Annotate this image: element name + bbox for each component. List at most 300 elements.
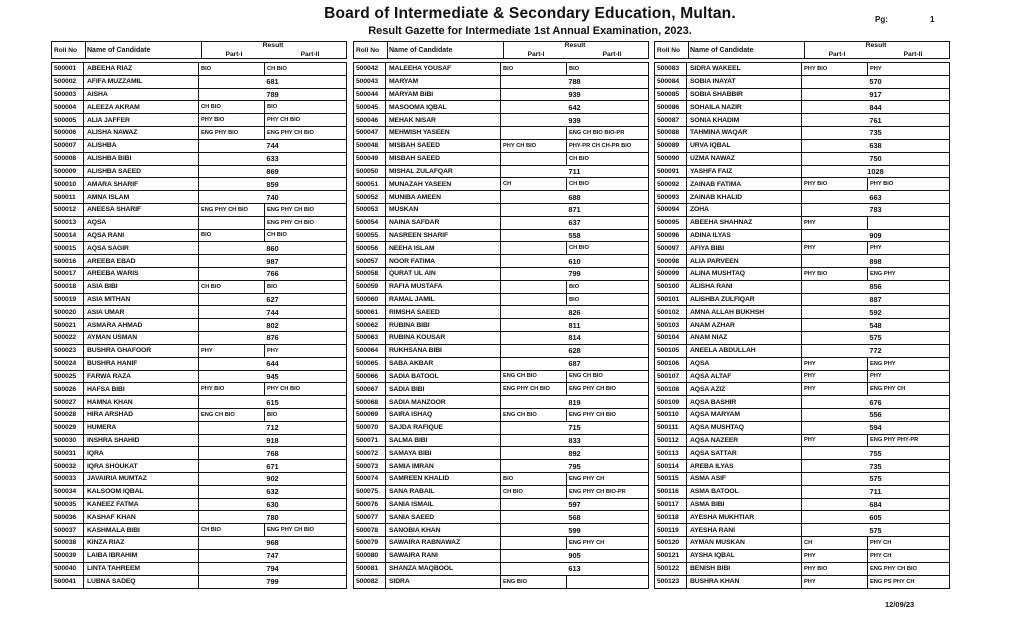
roll-number-cell: 500018 <box>54 283 77 291</box>
page-title: Board of Intermediate & Secondary Education, Multan. <box>324 5 736 22</box>
table-row <box>52 153 346 166</box>
table-row <box>52 435 346 448</box>
part2-result-cell <box>867 217 949 229</box>
roll-number-cell: 500069 <box>356 411 379 419</box>
part2-header: Part-II <box>300 51 320 58</box>
candidate-name-cell: BENISH BIBI <box>686 563 801 575</box>
candidate-name-cell: SIDRA <box>385 576 500 589</box>
total-marks-cell: 594 <box>801 422 949 434</box>
total-marks-cell: 761 <box>801 114 949 126</box>
roll-number-cell: 500094 <box>657 206 680 214</box>
roll-number-cell: 500029 <box>54 424 77 432</box>
total-marks-cell: 632 <box>198 486 346 498</box>
part1-result-cell: PHY <box>801 371 867 383</box>
candidate-name-cell: SADIA BATOOL <box>385 371 500 383</box>
candidate-name-cell: SONIA KHADIM <box>686 114 801 126</box>
part1-result-cell: ENG BIO <box>500 576 566 589</box>
total-marks-cell: 630 <box>198 499 346 511</box>
part2-result-cell <box>566 576 648 589</box>
table-row <box>52 89 346 102</box>
total-marks-cell: 780 <box>198 511 346 523</box>
candidate-name-cell: SAWAIRA RABNAWAZ <box>385 537 500 549</box>
part2-result-cell: ENG PHY CH BIO <box>264 204 346 216</box>
roll-number-cell: 500045 <box>356 103 379 111</box>
part1-result-cell: BIO <box>198 230 264 242</box>
roll-number-cell: 500026 <box>54 385 77 393</box>
part2-result-cell: ENG PS PHY CH <box>867 576 949 589</box>
table-row <box>52 447 346 460</box>
table-row <box>655 166 949 179</box>
roll-number-cell: 500050 <box>356 167 379 175</box>
table-row <box>354 230 648 243</box>
candidate-name-cell: SABA AKBAR <box>385 358 500 370</box>
roll-number-cell: 500071 <box>356 436 379 444</box>
total-marks-cell: 605 <box>801 511 949 523</box>
candidate-name-cell: MUNAZAH YASEEN <box>385 178 500 190</box>
roll-number-cell: 500064 <box>356 347 379 355</box>
roll-number-cell: 500091 <box>657 167 680 175</box>
candidate-name-cell: AQSA <box>83 217 198 229</box>
candidate-name-header: Name of Candidate <box>687 42 805 58</box>
part2-result-cell: CH BIO <box>264 63 346 75</box>
total-marks-cell: 599 <box>500 524 648 536</box>
candidate-name-cell: ALIA JAFFER <box>83 114 198 126</box>
candidate-name-cell: AQSA <box>686 358 801 370</box>
candidate-name-cell: ALISHA NAWAZ <box>83 127 198 139</box>
candidate-name-cell: AYESHA MUKHTIAR <box>686 511 801 523</box>
total-marks-cell: 735 <box>801 127 949 139</box>
part2-result-cell: ENG PHY CH BIO <box>566 383 648 395</box>
roll-number-cell: 500119 <box>657 526 679 534</box>
table-row <box>354 166 648 179</box>
part2-result-cell: CH BIO <box>566 178 648 190</box>
roll-number-cell: 500033 <box>54 475 77 483</box>
roll-number-cell: 500061 <box>356 308 379 316</box>
roll-number-cell: 500062 <box>356 321 379 329</box>
total-marks-cell: 799 <box>198 576 346 589</box>
table-row <box>354 101 648 114</box>
table-row <box>354 486 648 499</box>
total-marks-cell: 575 <box>801 473 949 485</box>
table-row <box>354 89 648 102</box>
total-marks-cell: 766 <box>198 268 346 280</box>
candidate-name-cell: AQSA SATTAR <box>686 447 801 459</box>
table-row <box>354 358 648 371</box>
roll-number-cell: 500012 <box>54 206 77 214</box>
candidate-name-cell: SALMA BIBI <box>385 435 500 447</box>
roll-number-cell: 500103 <box>657 321 680 329</box>
part1-result-cell: PHY <box>801 217 867 229</box>
table-row <box>354 127 648 140</box>
roll-number-cell: 500086 <box>657 103 680 111</box>
candidate-name-cell: ABEEHA RIAZ <box>83 63 198 75</box>
candidate-name-cell: SAMREEN KHALID <box>385 473 500 485</box>
table-row <box>655 537 949 550</box>
page-number-value: 1 <box>930 15 935 24</box>
total-marks-cell: 811 <box>500 319 648 331</box>
part1-result-cell: ENG CH BIO <box>500 371 566 383</box>
candidate-name-cell: RIMSHA SAEED <box>385 306 500 318</box>
table-row <box>655 371 949 384</box>
part2-result-cell: BIO <box>264 101 346 113</box>
part2-result-cell: CH BIO <box>566 242 648 254</box>
part1-result-cell: ENG CH BIO <box>198 409 264 421</box>
total-marks-cell: 987 <box>198 255 346 267</box>
roll-number-cell: 500047 <box>356 129 379 137</box>
table-row <box>354 435 648 448</box>
roll-number-cell: 500014 <box>54 231 77 239</box>
candidate-name-cell: KINZA RIAZ <box>83 537 198 549</box>
roll-number-cell: 500105 <box>657 347 680 355</box>
total-marks-cell: 575 <box>801 524 949 536</box>
candidate-name-cell: MISBAH SAEED <box>385 140 500 152</box>
candidate-name-cell: AISHA <box>83 89 198 101</box>
roll-number-cell: 500056 <box>356 244 379 252</box>
table-row <box>52 140 346 153</box>
result-header: Result <box>564 42 586 49</box>
roll-number-cell: 500067 <box>356 385 379 393</box>
roll-number-cell: 500073 <box>356 462 379 470</box>
part1-result-cell: PHY <box>801 435 867 447</box>
table-row <box>52 358 346 371</box>
table-row <box>655 409 949 422</box>
table-row <box>354 140 648 153</box>
part1-header: Part-I <box>225 51 243 58</box>
candidate-name-cell: MARYAM <box>385 76 500 88</box>
table-row <box>354 255 648 268</box>
part2-result-cell: ENG PHY PHY-PR <box>867 435 949 447</box>
roll-number-cell: 500084 <box>657 78 680 86</box>
candidate-name-cell: RUKHSANA BIBI <box>385 345 500 357</box>
table-row <box>655 63 949 76</box>
part2-result-cell: PHY <box>867 242 949 254</box>
candidate-name-cell: SAMAYA BIBI <box>385 447 500 459</box>
roll-number-cell: 500060 <box>356 296 379 304</box>
roll-number-cell: 500028 <box>54 411 77 419</box>
roll-number-cell: 500072 <box>356 449 379 457</box>
roll-number-cell: 500095 <box>657 219 680 227</box>
result-header: Result <box>262 42 284 49</box>
table-row <box>52 127 346 140</box>
roll-number-cell: 500121 <box>657 552 680 560</box>
total-marks-cell: 799 <box>500 268 648 280</box>
candidate-name-cell: MISHAL ZULAFQAR <box>385 166 500 178</box>
candidate-name-cell: RAFIA MUSTAFA <box>385 281 500 293</box>
total-marks-cell: 711 <box>500 166 648 178</box>
roll-number-cell: 500048 <box>356 142 379 150</box>
roll-number-cell: 500036 <box>54 513 77 521</box>
part1-result-cell: PHY BIO <box>198 383 264 395</box>
candidate-name-cell: RAMAL JAMIL <box>385 294 500 306</box>
part1-result-cell: ENG PHY CH BIO <box>500 383 566 395</box>
table-row <box>52 281 346 294</box>
candidate-name-cell: AFIYA BIBI <box>686 242 801 254</box>
roll-number-cell: 500027 <box>54 398 77 406</box>
total-marks-cell: 628 <box>500 345 648 357</box>
total-marks-cell: 905 <box>500 550 648 562</box>
table-row <box>354 473 648 486</box>
table-row <box>52 473 346 486</box>
table-row <box>655 140 949 153</box>
total-marks-cell: 802 <box>198 319 346 331</box>
table-row <box>354 63 648 76</box>
total-marks-cell: 968 <box>198 537 346 549</box>
total-marks-cell: 676 <box>801 396 949 408</box>
total-marks-cell: 814 <box>500 332 648 344</box>
total-marks-cell: 663 <box>801 191 949 203</box>
table-row <box>52 422 346 435</box>
table-body <box>654 62 950 589</box>
table-row <box>52 114 346 127</box>
part2-result-cell: ENG PHY CH BIO-PR <box>566 486 648 498</box>
part2-result-cell: PHY <box>867 371 949 383</box>
part1-result-cell: PHY <box>801 358 867 370</box>
table-row <box>655 127 949 140</box>
part2-result-cell: ENG PHY CH BIO <box>264 217 346 229</box>
total-marks-cell: 687 <box>500 358 648 370</box>
candidate-name-header: Name of Candidate <box>84 42 202 58</box>
table-row <box>52 76 346 89</box>
part1-result-cell: CH <box>801 537 867 549</box>
candidate-name-cell: ALISHA RANI <box>686 281 801 293</box>
roll-number-cell: 500009 <box>54 167 77 175</box>
candidate-name-cell: MALEEHA YOUSAF <box>385 63 500 75</box>
part1-result-cell: BIO <box>500 473 566 485</box>
candidate-name-cell: ANAM AZHAR <box>686 319 801 331</box>
part2-result-cell: ENG CH BIO <box>566 371 648 383</box>
candidate-name-cell: ZAINAB FATIMA <box>686 178 801 190</box>
roll-number-cell: 500031 <box>54 449 77 457</box>
roll-number-cell: 500020 <box>54 308 77 316</box>
roll-number-cell: 500046 <box>356 116 379 124</box>
total-marks-cell: 627 <box>198 294 346 306</box>
candidate-name-cell: NOOR FATIMA <box>385 255 500 267</box>
table-row <box>655 204 949 217</box>
total-marks-cell: 918 <box>198 435 346 447</box>
table-row <box>354 178 648 191</box>
roll-number-cell: 500066 <box>356 372 379 380</box>
part1-result-cell: PHY BIO <box>801 63 867 75</box>
candidate-name-cell: ALISHBA ZULFIQAR <box>686 294 801 306</box>
candidate-name-cell: SANA RABAIL <box>385 486 500 498</box>
table-row <box>354 563 648 576</box>
candidate-name-cell: AMNA ISLAM <box>83 191 198 203</box>
table-row <box>52 178 346 191</box>
candidate-name-cell: AREEBA EBAD <box>83 255 198 267</box>
candidate-name-cell: AMARA SHARIF <box>83 178 198 190</box>
part1-result-cell <box>500 281 566 293</box>
part2-result-cell: ENG PHY <box>867 268 949 280</box>
candidate-name-cell: INSHRA SHAHID <box>83 435 198 447</box>
roll-number-cell: 500111 <box>657 424 679 432</box>
table-row <box>655 422 949 435</box>
table-row <box>354 332 648 345</box>
total-marks-cell: 772 <box>801 345 949 357</box>
part1-result-cell: BIO <box>198 63 264 75</box>
part2-result-cell: PHY BIO <box>867 178 949 190</box>
table-row <box>655 242 949 255</box>
candidate-name-cell: AFIFA MUZZAMIL <box>83 76 198 88</box>
roll-number-cell: 500022 <box>54 334 77 342</box>
table-row <box>52 294 346 307</box>
total-marks-cell: 615 <box>198 396 346 408</box>
table-row <box>354 537 648 550</box>
table-row <box>655 294 949 307</box>
table-row <box>655 511 949 524</box>
candidate-name-cell: AQSA BASHIR <box>686 396 801 408</box>
table-row <box>354 396 648 409</box>
candidate-name-cell: KALSOOM IQBAL <box>83 486 198 498</box>
total-marks-cell: 794 <box>198 563 346 575</box>
table-row <box>52 191 346 204</box>
roll-number-cell: 500059 <box>356 283 379 291</box>
total-marks-cell: 638 <box>801 140 949 152</box>
candidate-name-cell: ASMA BIBI <box>686 499 801 511</box>
table-row <box>655 268 949 281</box>
part1-result-cell <box>500 153 566 165</box>
total-marks-cell: 613 <box>500 563 648 575</box>
total-marks-cell: 869 <box>198 166 346 178</box>
roll-number-cell: 500109 <box>657 398 680 406</box>
roll-number-cell: 500108 <box>657 385 680 393</box>
candidate-name-cell: AQSA NAZEER <box>686 435 801 447</box>
table-row <box>354 76 648 89</box>
table-row <box>52 255 346 268</box>
roll-number-cell: 500058 <box>356 270 379 278</box>
total-marks-cell: 644 <box>198 358 346 370</box>
total-marks-cell: 892 <box>500 447 648 459</box>
total-marks-cell: 750 <box>801 153 949 165</box>
table-row <box>354 306 648 319</box>
roll-number-cell: 500007 <box>54 142 77 150</box>
roll-number-cell: 500051 <box>356 180 379 188</box>
part2-result-cell: CH BIO <box>566 153 648 165</box>
total-marks-cell: 744 <box>198 140 346 152</box>
candidate-name-cell: BUSHRA HANIF <box>83 358 198 370</box>
table-row <box>52 166 346 179</box>
candidate-name-cell: ABEEHA SHAHNAZ <box>686 217 801 229</box>
roll-number-cell: 500097 <box>657 244 680 252</box>
table-row <box>655 101 949 114</box>
candidate-name-cell: NASREEN SHARIF <box>385 230 500 242</box>
table-row <box>52 204 346 217</box>
roll-number-cell: 500099 <box>657 270 680 278</box>
part2-result-cell: PHY CH BIO <box>264 114 346 126</box>
candidate-name-cell: SAJDA RAFIQUE <box>385 422 500 434</box>
candidate-name-cell: ZOHA <box>686 204 801 216</box>
table-row <box>354 447 648 460</box>
candidate-name-cell: SOHAILA NAZIR <box>686 101 801 113</box>
roll-number-cell: 500089 <box>657 142 680 150</box>
candidate-name-cell: ASIA BIBI <box>83 281 198 293</box>
total-marks-cell: 902 <box>198 473 346 485</box>
part1-result-cell: PHY <box>801 242 867 254</box>
total-marks-cell: 768 <box>198 447 346 459</box>
table-row <box>354 242 648 255</box>
roll-number-cell: 500082 <box>356 578 379 586</box>
roll-number-cell: 500043 <box>356 78 379 86</box>
candidate-name-cell: MARYAM BIBI <box>385 89 500 101</box>
result-header: Result <box>865 42 887 49</box>
table-row <box>354 153 648 166</box>
candidate-name-cell: JAVAIRIA MUMTAZ <box>83 473 198 485</box>
candidate-name-cell: ANEELA ABDULLAH <box>686 345 801 357</box>
total-marks-cell: 788 <box>500 76 648 88</box>
candidate-name-cell: ASMARA AHMAD <box>83 319 198 331</box>
total-marks-cell: 642 <box>500 101 648 113</box>
candidate-name-cell: ALIA PARVEEN <box>686 255 801 267</box>
roll-number-cell: 500117 <box>657 501 679 509</box>
total-marks-cell: 597 <box>500 499 648 511</box>
table-row <box>655 435 949 448</box>
table-row <box>354 281 648 294</box>
candidate-name-cell: AYMAN USMAN <box>83 332 198 344</box>
roll-number-cell: 500017 <box>54 270 77 278</box>
candidate-name-cell: ALISHBA SAEED <box>83 166 198 178</box>
total-marks-cell: 744 <box>198 306 346 318</box>
candidate-name-cell: AQSA MUSHTAQ <box>686 422 801 434</box>
candidate-name-cell: HIRA ARSHAD <box>83 409 198 421</box>
total-marks-cell: 917 <box>801 89 949 101</box>
table-header <box>654 41 950 59</box>
table-row <box>655 319 949 332</box>
candidate-name-cell: AQSA SAGIR <box>83 242 198 254</box>
table-body <box>51 62 347 589</box>
roll-number-cell: 500096 <box>657 231 680 239</box>
candidate-name-cell: SADIA MANZOOR <box>385 396 500 408</box>
roll-number-cell: 500055 <box>356 231 379 239</box>
candidate-name-cell: HAFSA BIBI <box>83 383 198 395</box>
candidate-name-cell: AQSA MARYAM <box>686 409 801 421</box>
total-marks-cell: 671 <box>198 460 346 472</box>
roll-number-cell: 500030 <box>54 436 77 444</box>
candidate-name-cell: SOBIA SHABBIR <box>686 89 801 101</box>
roll-number-cell: 500087 <box>657 116 680 124</box>
candidate-name-cell: LINTA TAHREEM <box>83 563 198 575</box>
table-row <box>354 114 648 127</box>
roll-number-cell: 500102 <box>657 308 680 316</box>
part1-result-cell <box>500 242 566 254</box>
table-row <box>52 460 346 473</box>
candidate-name-cell: ALINA MUSHTAQ <box>686 268 801 280</box>
table-row <box>52 537 346 550</box>
roll-number-cell: 500114 <box>657 462 679 470</box>
total-marks-cell: 783 <box>801 204 949 216</box>
roll-number-cell: 500016 <box>54 257 77 265</box>
candidate-name-cell: IQRA SHOUKAT <box>83 460 198 472</box>
part2-header: Part-II <box>602 51 622 58</box>
roll-number-cell: 500057 <box>356 257 379 265</box>
part1-result-cell: CH BIO <box>198 281 264 293</box>
candidate-name-cell: MISBAH SAEED <box>385 153 500 165</box>
table-row <box>655 332 949 345</box>
table-row <box>655 76 949 89</box>
candidate-name-cell: IQRA <box>83 447 198 459</box>
candidate-name-cell: TAHMINA WAQAR <box>686 127 801 139</box>
table-row <box>52 319 346 332</box>
candidate-name-cell: SIDRA WAKEEL <box>686 63 801 75</box>
candidate-name-cell: AYESHA RANI <box>686 524 801 536</box>
part2-result-cell: CH BIO <box>264 230 346 242</box>
roll-no-header: Roll No <box>52 42 86 58</box>
table-row <box>354 550 648 563</box>
total-marks-cell: 755 <box>801 447 949 459</box>
roll-number-cell: 500003 <box>54 91 77 99</box>
roll-number-cell: 500054 <box>356 219 379 227</box>
roll-number-cell: 500011 <box>54 193 76 201</box>
page-subtitle: Result Gazette for Intermediate 1st Annual Examination, 2023. <box>368 25 692 37</box>
candidate-name-cell: BUSHRA GHAFOOR <box>83 345 198 357</box>
